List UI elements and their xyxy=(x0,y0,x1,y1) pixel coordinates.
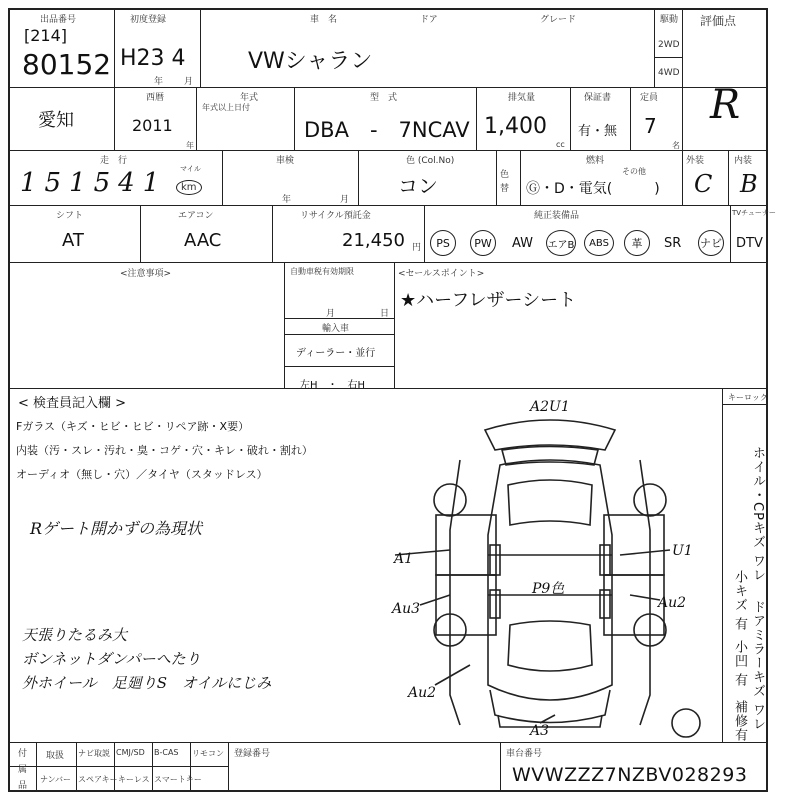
first-reg-label: 初度登録 xyxy=(130,15,167,25)
exterior-label: 外装 xyxy=(686,156,705,166)
drive-label: 駆動 xyxy=(660,15,679,25)
model-year-label: 年式 xyxy=(240,93,259,103)
handwritten-note-4: 外ホイール 足廻りS オイルにじみ xyxy=(22,674,272,692)
year-value: 2011 xyxy=(132,116,173,135)
capacity-label: 定員 xyxy=(640,93,659,103)
equip-navi: ナビ xyxy=(698,230,724,256)
row-divider xyxy=(8,205,768,206)
footer-cell: B-CAS xyxy=(154,748,179,757)
color-label: 色 (Col.No) xyxy=(406,156,455,166)
row-divider xyxy=(8,742,768,743)
year-unit: 年 xyxy=(154,77,164,87)
mark-top: A2U1 xyxy=(530,399,570,415)
interior-label: 内装 xyxy=(734,156,753,166)
row-divider xyxy=(284,334,394,335)
equip-ps: PS xyxy=(430,230,456,256)
year-unit: 年 xyxy=(186,141,194,150)
equip-abs: ABS xyxy=(584,230,614,256)
equipment-label: 純正装備品 xyxy=(534,211,580,221)
fuel-options: Ⓖ・D・電気( ) xyxy=(526,181,660,197)
inspection-label: 車検 xyxy=(276,156,295,166)
equip-airbag: エアB xyxy=(546,230,576,256)
interior-value: B xyxy=(740,170,758,198)
shift-value: AT xyxy=(62,230,84,251)
footer-side-2: 属 xyxy=(18,765,28,775)
month-unit: 月 xyxy=(184,77,194,87)
footer-side-1: 付 xyxy=(18,749,28,759)
footer-cell: キーレス xyxy=(118,775,150,784)
color-value: コン xyxy=(398,174,438,198)
score-label: 評価点 xyxy=(700,14,737,28)
lot-prefix: [214] xyxy=(24,26,68,45)
record-label: 自動車税有効期限 xyxy=(290,267,354,276)
right-vertical-3: 小キズ 有 xyxy=(732,570,747,632)
handwritten-note-2: 天張りたるみ大 xyxy=(22,626,128,644)
equip-dtv: DTV xyxy=(736,236,763,251)
chassis-value: WVWZZZ7NZBV028293 xyxy=(512,764,748,786)
tv-tuner-label: TVチューナー xyxy=(732,209,776,217)
inspector-title: < 検査員記入欄 > xyxy=(18,396,127,411)
lot-number: 80152 xyxy=(22,48,112,81)
record-day: 日 xyxy=(380,309,390,319)
mark-right-rear: Au2 xyxy=(658,595,687,611)
lot-label: 出品番号 xyxy=(40,15,77,25)
right-vertical-4: 小凹 有 xyxy=(732,640,747,688)
mileage-value: 151541 xyxy=(20,168,168,198)
ac-label: エアコン xyxy=(178,211,214,221)
registration-label: 登録番号 xyxy=(234,749,271,759)
row-divider xyxy=(8,388,768,389)
mark-left-rear: Au3 xyxy=(392,601,421,617)
seller-label: 愛知 xyxy=(38,110,74,131)
steering-value: 左H ・ 右H xyxy=(300,380,366,391)
car-name-value: VWシャラン xyxy=(248,49,373,74)
right-vertical-1: ホイル・CPキズ ワレ xyxy=(750,446,765,583)
color-change-label: 色替 xyxy=(500,170,510,194)
sales-label: <セールスポイント> xyxy=(398,269,485,279)
row-divider xyxy=(8,150,768,151)
import-label: 輸入車 xyxy=(322,324,350,334)
footer-cell: スペアキー xyxy=(78,775,118,784)
score-value: R xyxy=(710,82,741,128)
inspection-year: 年 xyxy=(282,195,292,205)
mileage-unit-mile: マイル xyxy=(180,165,201,173)
footer-side-3: 品 xyxy=(18,781,28,791)
type-label: 型 式 xyxy=(370,93,398,103)
type-value: DBA - 7NCAV xyxy=(304,118,470,142)
right-vertical-5: 補修有 xyxy=(732,700,747,742)
keyless-label: キーロック xyxy=(728,393,768,402)
footer-cell: スマートキー xyxy=(154,775,202,784)
record-month: 月 xyxy=(326,309,336,319)
equip-aw: AW xyxy=(512,236,534,251)
first-reg-value: H23 4 xyxy=(120,46,186,71)
exterior-value: C xyxy=(694,170,713,198)
grade-label: グレード xyxy=(540,15,577,25)
import-value: ディーラー・並行 xyxy=(296,348,376,359)
equip-sr: SR xyxy=(664,236,682,251)
interior-line: 内装（汚・スレ・汚れ・臭・コゲ・穴・キレ・破れ・割れ） xyxy=(16,444,313,457)
mileage-unit-km: km xyxy=(176,180,202,195)
capacity-unit: 名 xyxy=(672,141,680,150)
mileage-label: 走 行 xyxy=(100,156,128,166)
capacity-value: 7 xyxy=(644,114,657,138)
chassis-label: 車台番号 xyxy=(506,749,543,759)
row-divider xyxy=(8,262,768,263)
displacement-unit: cc xyxy=(556,140,565,149)
glass-line: Fガラス（キズ・ヒビ・ヒビ・リペア跡・X要） xyxy=(16,420,250,433)
year-label: 西暦 xyxy=(146,93,165,103)
footer-cell: CMJ/SD xyxy=(116,748,145,757)
car-name-label: 車 名 xyxy=(310,15,338,25)
footer-cell: 取扱 xyxy=(46,751,65,761)
row-divider xyxy=(654,57,682,58)
footer-cell: ナビ取説 xyxy=(78,749,110,758)
mark-rear-left: Au2 xyxy=(408,685,437,701)
door-label: ドア xyxy=(420,15,438,25)
drive-2wd: 2WD xyxy=(658,40,680,50)
row-divider xyxy=(284,366,394,367)
handwritten-note-1: Rゲート開かずの為現状 xyxy=(30,519,203,538)
handwritten-note-3: ボンネットダンパーへたり xyxy=(22,650,201,668)
shift-label: シフト xyxy=(56,211,84,221)
row-divider xyxy=(284,318,394,319)
car-damage-diagram xyxy=(390,395,730,740)
mark-roof: P9色 xyxy=(532,581,565,597)
equip-leather: 革 xyxy=(624,230,650,256)
sales-point: ★ハーフレザーシート xyxy=(400,290,577,311)
displacement-value: 1,400 xyxy=(484,114,547,139)
audio-line: オーディオ（無し・穴）／タイヤ（スタッドレス） xyxy=(16,468,268,481)
equip-pw: PW xyxy=(470,230,496,256)
displacement-label: 排気量 xyxy=(508,93,536,103)
mark-rear: A3 xyxy=(530,723,550,739)
inspection-month: 月 xyxy=(340,195,350,205)
footer-cell: ナンバー xyxy=(40,775,72,784)
model-year-note: 年式以上日付 xyxy=(202,103,250,112)
right-vertical-2: ドアミラーキズ ワレ xyxy=(750,600,765,732)
ac-value: AAC xyxy=(184,230,222,251)
row-divider xyxy=(8,766,228,767)
drive-4wd: 4WD xyxy=(658,68,680,78)
fuel-label: 燃料 xyxy=(586,156,605,166)
mark-right-front: U1 xyxy=(672,543,693,559)
recycle-unit: 円 xyxy=(412,243,422,253)
warranty-label: 保証書 xyxy=(584,93,612,103)
fuel-other: その他 xyxy=(622,167,646,176)
footer-cell: リモコン xyxy=(192,749,224,758)
recycle-value: 21,450 xyxy=(342,230,405,251)
warranty-value: 有・無 xyxy=(578,124,618,139)
notes-label: <注意事項> xyxy=(120,269,172,279)
mark-left-front: A1 xyxy=(394,551,414,567)
recycle-label: リサイクル預託金 xyxy=(300,211,371,221)
